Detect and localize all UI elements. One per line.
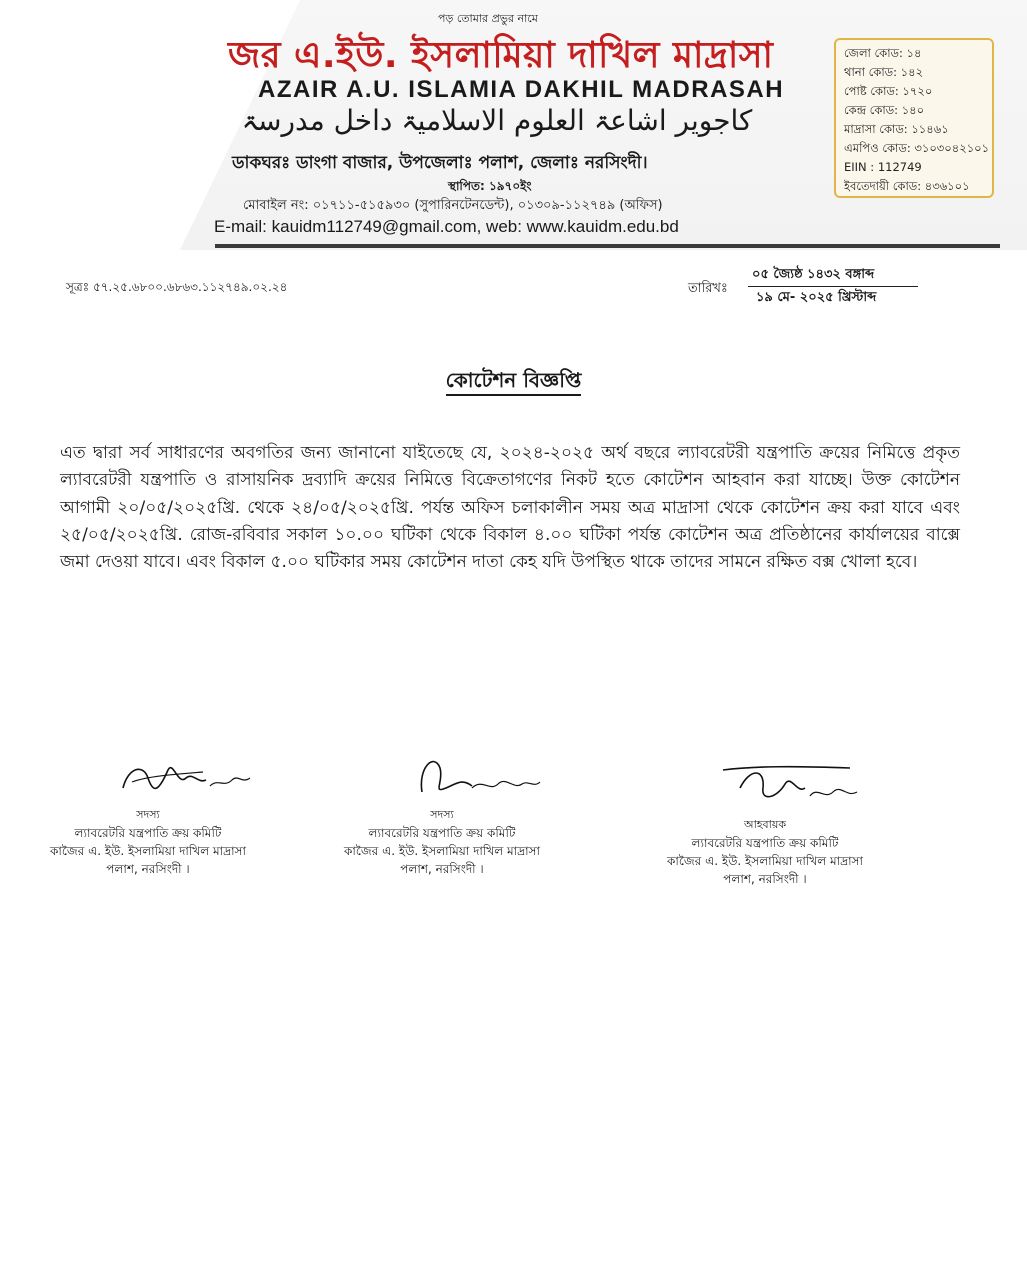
code-row: ইবতেদায়ী কোড: ৪৩৬১০১ [844,179,970,193]
date-gregorian: ১৯ মে- ২০২৫ খ্রিস্টাব্দ [756,290,877,305]
signature-block [28,748,268,878]
code-row: কেন্দ্র কোড: ১৪০ [844,103,925,117]
signature-block [322,748,562,878]
institution-title-arabic: کاجویر اشاعۃ العلوم الاسلامیۃ داخل مدرسۃ [241,104,753,137]
signature-committee: ল্যাবরেটরি যন্ত্রপাতি ক্রয় কমিটি [691,836,839,850]
signature-institution: কাজৈর এ. ইউ. ইসলামিয়া দাখিল মাদ্রাসা [50,844,246,858]
reference-number: সূত্রঃ ৫৭.২৫.৬৮০০.৬৮৬৩.১১২৭৪৯.০২.২৪ [66,280,288,294]
signature-scribble [28,748,268,806]
signature-role: আহবায়ক [743,818,787,831]
signature-location: পলাশ, নরসিংদী । [106,862,190,876]
letterhead [0,0,1027,250]
code-row: এমপিও কোড: ৩১০৩০৪২১০১ [844,141,990,155]
signature-role: সদস্য [430,808,454,821]
signature-committee: ল্যাবরেটরি যন্ত্রপাতি ক্রয় কমিটি [74,826,222,840]
signature-role: সদস্য [136,808,160,821]
signature-institution: কাজৈর এ. ইউ. ইসলামিয়া দাখিল মাদ্রাসা [667,854,863,868]
signature-block [645,758,885,888]
signature-institution: কাজৈর এ. ইউ. ইসলামিয়া দাখিল মাদ্রাসা [344,844,540,858]
institution-title-bangla: জর এ.ইউ. ইসলামিয়া দাখিল মাদ্রাসা [228,35,774,76]
signature-location: পলাশ, নরসিংদী । [723,872,807,886]
letterhead-divider [215,244,1000,248]
code-row: পোষ্ট কোড: ১৭২০ [844,84,933,98]
code-row: মাদ্রাসা কোড: ১১৪৬১ [844,122,949,136]
code-row: জেলা কোড: ১৪ [844,46,922,60]
email-web-line: E-mail: kauidm112749@gmail.com, web: www.kauidm.edu.bd [214,217,679,236]
signature-committee: ল্যাবরেটরি যন্ত্রপাতি ক্রয় কমিটি [368,826,516,840]
date-label: তারিখঃ [688,281,728,296]
established-year: স্থাপিত: ১৯৭০ইং [448,179,532,193]
date-bangla: ০৫ জ্যৈষ্ঠ ১৪৩২ বঙ্গাব্দ [748,264,918,287]
institution-codes-box [834,38,994,198]
date-block [748,264,918,309]
mobile-numbers: মোবাইল নং: ০১৭১১-৫১৫৯৩০ (সুপারিনটেনডেন্ট), ০১৩০৯-১১২৭৪৯ (অফিস) [243,198,663,213]
institution-address: ডাকঘরঃ ডাংগা বাজার, উপজেলাঃ পলাশ, জেলাঃ নরসিংদী। [232,153,648,173]
motto-text: পড় তোমার প্রভুর নামে [438,12,538,25]
institution-title-english: AZAIR A.U. ISLAMIA DAKHIL MADRASAH [258,76,785,103]
signature-scribble [645,758,885,816]
signature-scribble [322,748,562,806]
code-row: থানা কোড: ১৪২ [844,65,924,79]
signature-location: পলাশ, নরসিংদী । [400,862,484,876]
notice-title [0,366,1027,399]
notice-body: এত দ্বারা সর্ব সাধারণের অবগতির জন্য জানানো যাইতেছে যে, ২০২৪-২০২৫ অর্থ বছরে ল্যাবরেটরী যন্ত্রপাতি ক্রয়ের নিমিত্তে প্রকৃত ল্যাবরেটরী যন্ত্রপাতি ও রাসায়নিক দ্রব্যাদি ক্রয়ের নিমিত্তে বিক্রেতাগণের নিকট হতে কোটেশন আহবান করা যাচ্ছে। উক্ত কোটেশন আগামী ২০/০৫/২০২৫খ্রি. থেকে ২৪/০৫/২০২৫খ্রি. পর্যন্ত অফিস চলাকালীন সময় অত্র মাদ্রাসা থেকে কোটেশন ক্রয় করা যাবে এবং ২৫/০৫/২০২৫খ্রি. রোজ-রবিবার সকাল ১০.০০ ঘটিকা থেকে বিকাল ৪.০০ ঘটিকা পর্যন্ত কোটেশন অত্র প্রতিষ্ঠানের কার্যালয়ের বাক্সে জমা দেওয়া যাবে। এবং বিকাল ৫.০০ ঘটিকার সময় কোটেশন দাতা কেহ যদি উপস্থিত থাকে তাদের সামনে রক্ষিত বক্স খোলা হবে। [60,443,960,573]
notice-title-text: কোটেশন বিজ্ঞপ্তি [446,368,582,396]
code-row: EIIN : 112749 [844,160,922,174]
